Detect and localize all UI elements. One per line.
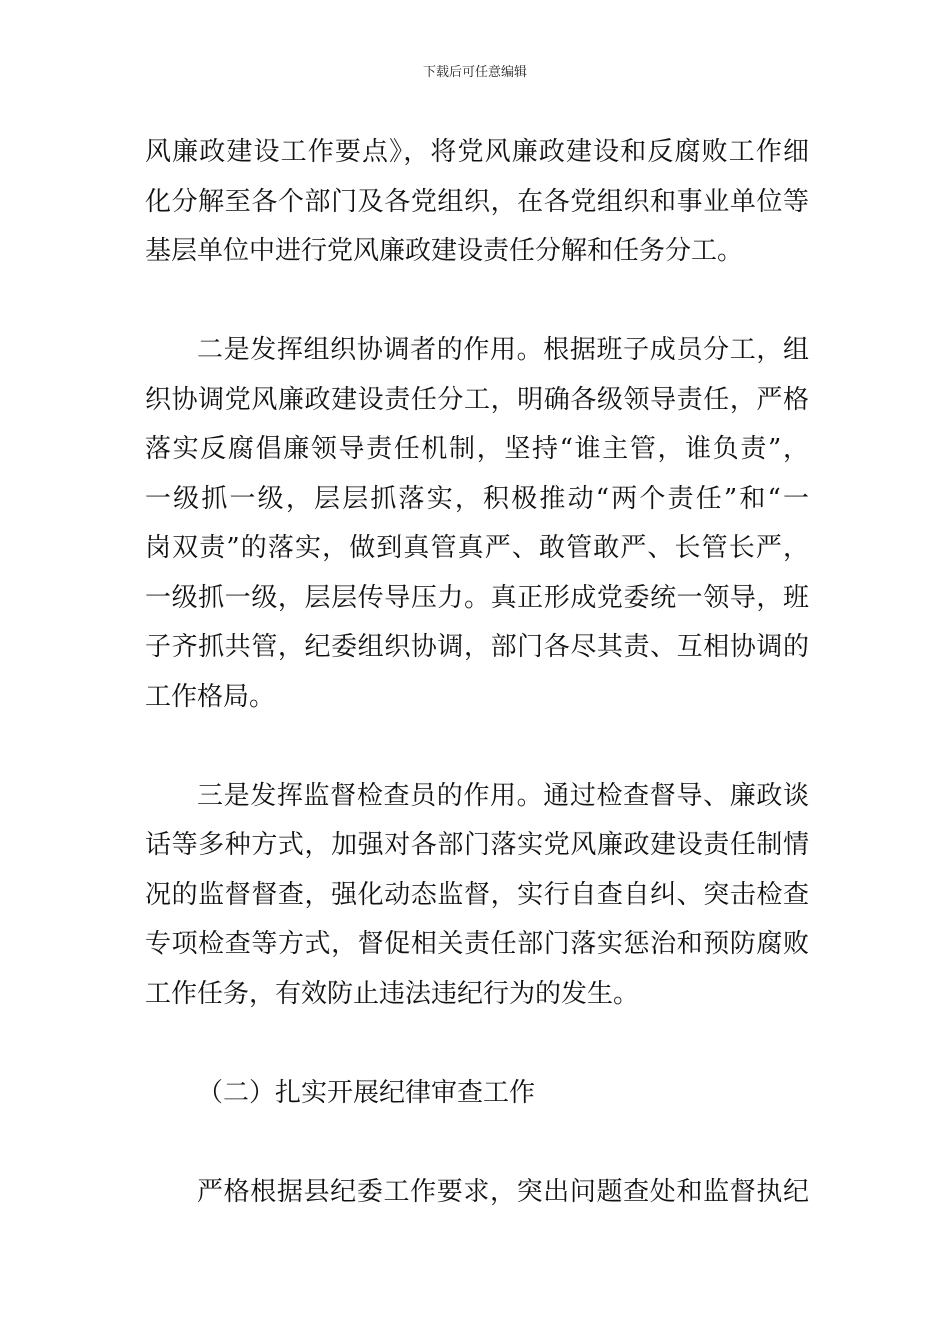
document-body — [145, 128, 809, 1217]
paragraph-line: 风廉政建设工作要点》，将党风廉政建设和反腐败工作细 — [145, 137, 809, 167]
paragraph-line: 话等多种方式，加强对各部门落实党风廉政建设责任制情 — [145, 830, 809, 860]
paragraph-line: 况的监督督查，强化动态监督，实行自查自纠、突击检查 — [145, 879, 809, 910]
paragraph-gap — [145, 277, 809, 327]
paragraph-4 — [145, 1168, 809, 1218]
paragraph-line: 二是发挥组织协调者的作用。根据班子成员分工，组 — [197, 335, 809, 365]
paragraph-line: 工作任务，有效防止违法违纪行为的发生。 — [145, 978, 640, 1009]
paragraph-line: 基层单位中进行党风廉政建设责任分解和任务分工。 — [145, 236, 744, 266]
paragraph-line: 岗双责”的落实，做到真管真严、敢管敢严、长管长严， — [145, 533, 809, 563]
paragraph-1 — [145, 128, 809, 277]
paragraph-3 — [145, 772, 809, 1020]
paragraph-line: 严格根据县纪委工作要求，突出问题查处和监督执纪 — [197, 1176, 809, 1207]
paragraph-line: 一级抓一级，层层抓落实，积极推动“两个责任”和“一 — [145, 483, 809, 514]
paragraph-line: 落实反腐倡廉领导责任机制，坚持“谁主管，谁负责”， — [145, 434, 809, 464]
paragraph-line: 织协调党风廉政建设责任分工，明确各级领导责任，严格 — [145, 384, 809, 415]
paragraph-2 — [145, 326, 809, 722]
paragraph-line: 化分解至各个部门及各党组织，在各党组织和事业单位等 — [145, 186, 809, 217]
paragraph-line: 子齐抓共管，纪委组织协调，部门各尽其责、互相协调的 — [145, 632, 809, 662]
section-heading: （二）扎实开展纪律审查工作 — [197, 1077, 536, 1108]
paragraph-gap — [145, 1019, 809, 1069]
page-header: 下载后可任意编辑 — [422, 65, 527, 80]
paragraph-gap — [145, 722, 809, 772]
paragraph-gap — [145, 1118, 809, 1168]
paragraph-line: 三是发挥监督检查员的作用。通过检查督导、廉政谈 — [197, 780, 809, 811]
paragraph-line: 一级抓一级，层层传导压力。真正形成党委统一领导，班 — [145, 582, 809, 613]
paragraph-line: 专项检查等方式，督促相关责任部门落实惩治和预防腐败 — [145, 929, 809, 959]
paragraph-line: 工作格局。 — [145, 681, 276, 712]
